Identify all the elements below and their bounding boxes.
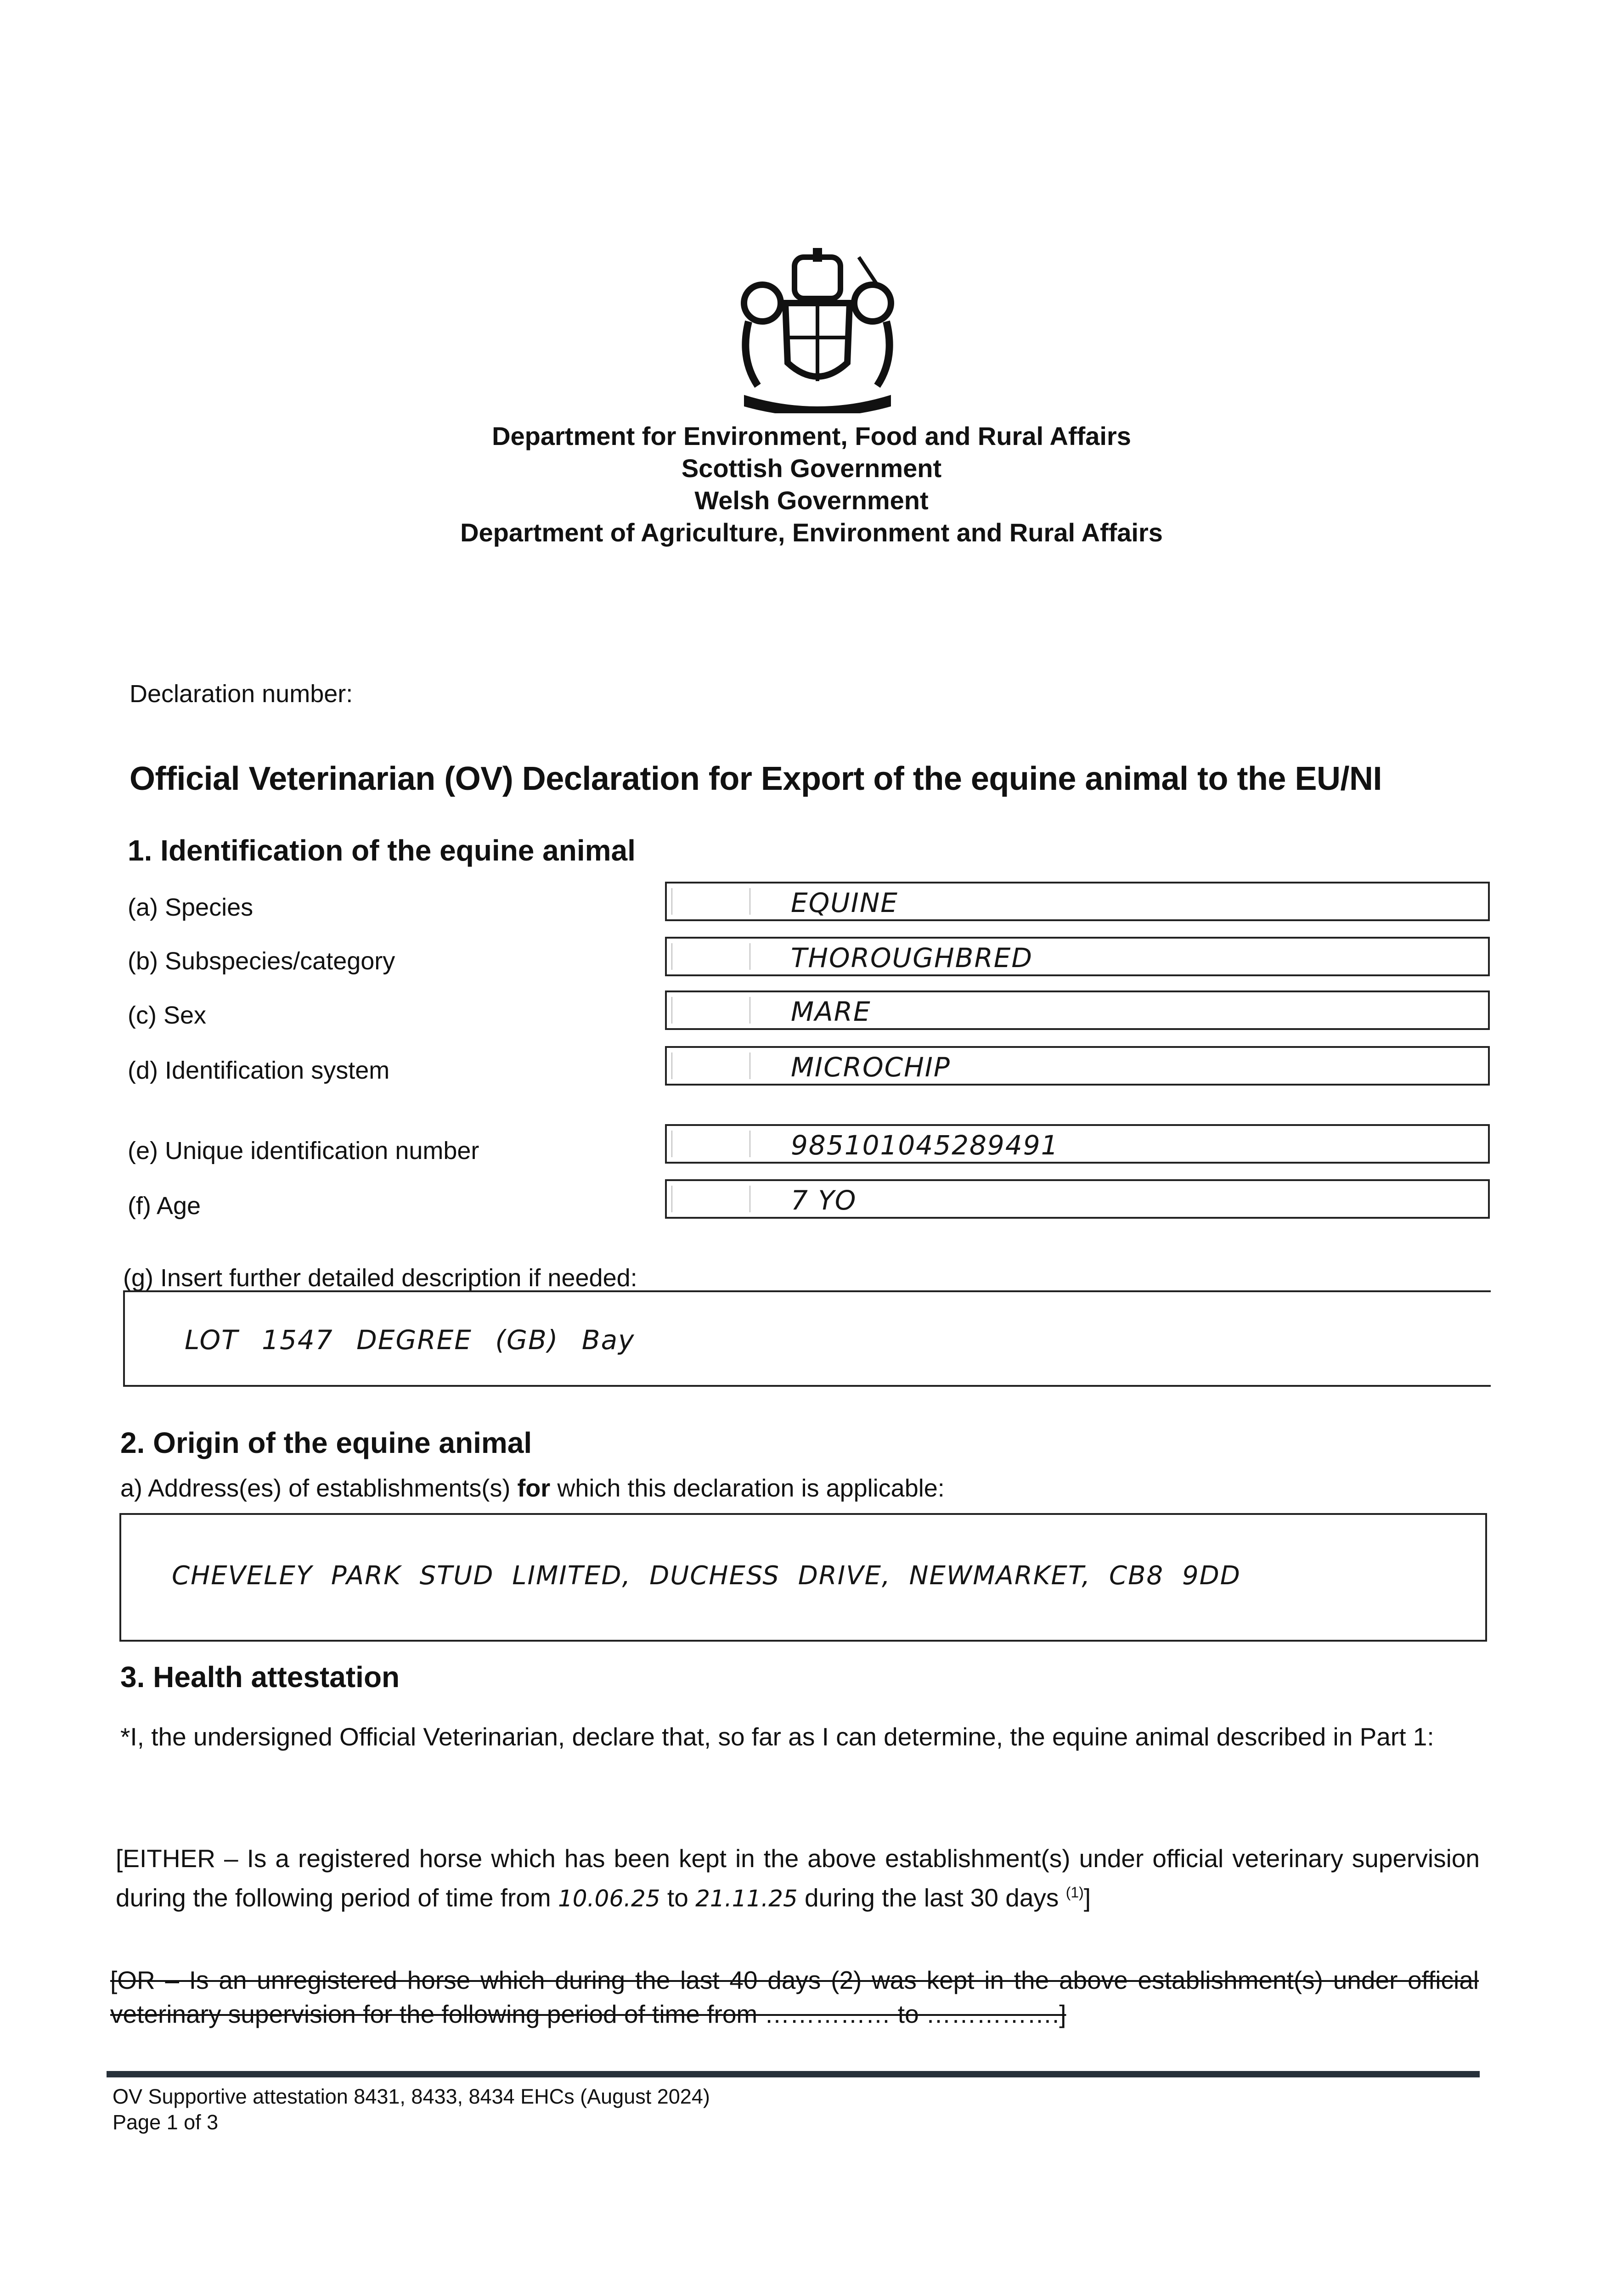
or-clause-struck: [OR – Is an unregistered horse which during the last 40 days (2) was kept in the above establishment(s) under official veterinary supervision for the following period of time from …………… to …………….] [110, 1966, 1479, 2028]
description-value: LOT 1547 DEGREE (GB) Bay [185, 1324, 635, 1356]
age-label: (f) Age [128, 1192, 201, 1220]
sex-value: MARE [791, 996, 871, 1027]
identification-system-field[interactable] [665, 1046, 1490, 1086]
address-label-text-end: which this declaration is applicable: [550, 1474, 945, 1502]
either-from-date[interactable]: 10.06.25 [558, 1885, 660, 1912]
subspecies-label: (b) Subspecies/category [128, 947, 395, 975]
description-field[interactable] [123, 1290, 1491, 1387]
description-label: (g) Insert further detailed description if needed: [123, 1264, 637, 1292]
subspecies-value: THOROUGHBRED [791, 942, 1033, 974]
either-clause [116, 1841, 1480, 1915]
address-label [120, 1474, 945, 1503]
department-scottish-government: Scottish Government [681, 454, 942, 483]
either-text-end: during the last 30 days [797, 1883, 1066, 1912]
footnote-1-marker: (1) [1065, 1884, 1084, 1901]
department-daera: Department of Agriculture, Environment and Rural Affairs [460, 518, 1163, 547]
unique-id-value: 985101045289491 [791, 1130, 1059, 1161]
address-field[interactable] [119, 1513, 1487, 1642]
footer-reference: OV Supportive attestation 8431, 8433, 8434 EHCs (August 2024) [113, 2085, 710, 2108]
attestation-intro: *I, the undersigned Official Veterinarian, declare that, so far as I can determine, the equine animal described in Part 1: [120, 1722, 1434, 1751]
subspecies-field[interactable] [665, 937, 1490, 976]
section1-heading: 1. Identification of the equine animal [128, 834, 636, 867]
unique-id-field[interactable] [665, 1124, 1490, 1164]
page-title: Official Veterinarian (OV) Declaration for Export of the equine animal to the EU/NI [130, 760, 1382, 797]
identification-system-label: (d) Identification system [128, 1057, 390, 1084]
unique-id-label: (e) Unique identification number [128, 1137, 479, 1165]
either-text: [EITHER – Is a registered horse which has been kept in the above establishment(s) under official veterinary supervision during the following period of time from [116, 1844, 1480, 1912]
page-number: Page 1 of 3 [113, 2110, 219, 2134]
royal-crest-icon [726, 248, 909, 413]
age-field[interactable] [665, 1179, 1490, 1219]
address-label-text: a) Address(es) of establishments(s) [120, 1474, 518, 1502]
footer-divider [107, 2071, 1480, 2077]
identification-system-value: MICROCHIP [791, 1052, 951, 1083]
declaration-number-label: Declaration number: [130, 680, 353, 708]
address-label-bold: for [517, 1474, 551, 1502]
either-to-date[interactable]: 21.11.25 [695, 1885, 798, 1912]
section2-heading: 2. Origin of the equine animal [120, 1426, 532, 1459]
department-welsh-government: Welsh Government [694, 486, 929, 515]
species-value: EQUINE [791, 887, 898, 918]
age-value: 7 YO [791, 1185, 857, 1216]
department-defra: Department for Environment, Food and Rural Affairs [492, 422, 1131, 450]
species-field[interactable] [665, 882, 1490, 921]
sex-field[interactable] [665, 990, 1490, 1030]
sex-label: (c) Sex [128, 1002, 207, 1029]
section3-heading: 3. Health attestation [120, 1660, 400, 1694]
species-label: (a) Species [128, 894, 254, 921]
either-to-word: to [660, 1883, 696, 1912]
address-value: CHEVELEY PARK STUD LIMITED, DUCHESS DRIVE, NEWMARKET, CB8 9DD [172, 1561, 1241, 1591]
either-close-bracket: ] [1083, 1883, 1091, 1912]
